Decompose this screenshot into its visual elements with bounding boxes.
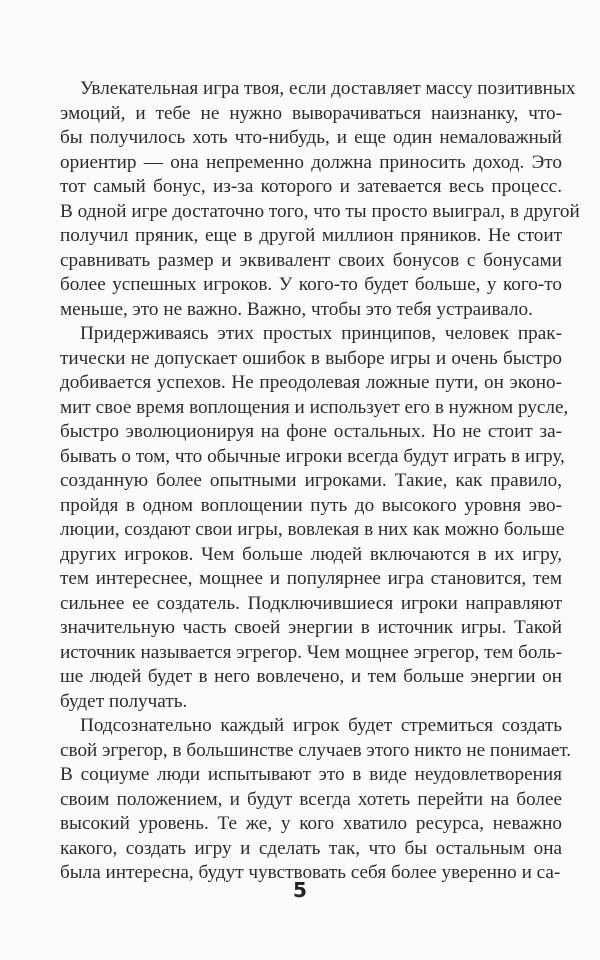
- text-line: высокий уровень. Те же, у кого хватило ресурса, неважно: [60, 813, 562, 834]
- text-line: тем интереснее, мощнее и популярнее игра становится, тем: [60, 568, 562, 589]
- text-line: В одной игре достаточно того, что ты просто выиграл, в другой: [60, 200, 580, 222]
- text-line: меньше, это не важно. Важно, чтобы это тебя устраивало.: [60, 298, 533, 320]
- text-line: какого, создать игру и сделать так, что бы остальным она: [60, 837, 562, 859]
- text-line: люции, создают свои игры, вовлекая в них как можно больше: [60, 519, 565, 540]
- text-line: была интересна, будут чувствовать себя более уверенно и са-: [60, 862, 561, 883]
- text-line: добивается успехов. Не преодолевая ложные пути, он эконо-: [60, 372, 562, 393]
- text-line: своим положением, и будут всегда хотеть перейти на более: [60, 788, 562, 810]
- text-line: тически не допускает ошибок в выборе игры и очень быстро: [60, 347, 562, 369]
- text-line: мит свое время воплощения и использует его в нужном русле,: [60, 396, 569, 418]
- text-line: созданную более опытными игроками. Такие, как правило,: [60, 470, 562, 491]
- text-line: Подсознательно каждый игрок будет стремиться создать: [80, 715, 562, 736]
- text-line: Придерживаясь этих простых принципов, человек прак-: [80, 323, 562, 344]
- text-line: ше людей будет в него вовлечено, и тем больше энергии он: [60, 666, 562, 687]
- text-line: В социуме люди испытывают это в виде неудовлетворения: [60, 764, 562, 785]
- text-line: источник называется эгрегор. Чем мощнее эгрегор, тем боль-: [60, 641, 562, 663]
- paragraph: [60, 77, 580, 322]
- text-line: значительную часть своей энергии в источник игры. Такой: [60, 617, 562, 638]
- text-line: быстро эволюционируя на фоне остальных. Но не стоит за-: [60, 421, 562, 442]
- text-line: Увлекательная игра твоя, если доставляет массу позитивных: [80, 78, 576, 99]
- text-line: сильнее ее создатель. Подключившиеся игроки направляют: [60, 592, 562, 614]
- text-line: бывать о том, что обычные игроки всегда будут играть в игру,: [60, 445, 565, 467]
- paragraph: [60, 714, 572, 886]
- text-line: ориентир — она непременно должна приносить доход. Это: [60, 151, 562, 173]
- text-line: свой эгрегор, в большинстве случаев этого никто не понимает.: [60, 739, 572, 761]
- text-line: будет получать.: [60, 690, 188, 712]
- text-line: сравнивать размер и эквивалент своих бонусов с бонусами: [60, 249, 562, 271]
- text-line: пройдя в одном воплощении путь до высокого уровня эво-: [60, 494, 562, 516]
- text-line: бы получилось хоть что-нибудь, и еще один немаловажный: [60, 127, 562, 148]
- text-line: более успешных игроков. У кого-то будет больше, у кого-то: [60, 274, 562, 295]
- book-page-text: [60, 77, 580, 886]
- paragraph: [60, 322, 569, 714]
- text-line: тот самый бонус, из-за которого и затевается весь процесс.: [60, 176, 562, 197]
- page-number: 5: [293, 878, 307, 902]
- text-line: получил пряник, еще в другой миллион пряников. Не стоит: [60, 225, 562, 246]
- text-line: других игроков. Чем больше людей включаются в их игру,: [60, 543, 562, 565]
- text-line: эмоций, и тебе не нужно выворачиваться наизнанку, что-: [60, 102, 562, 124]
